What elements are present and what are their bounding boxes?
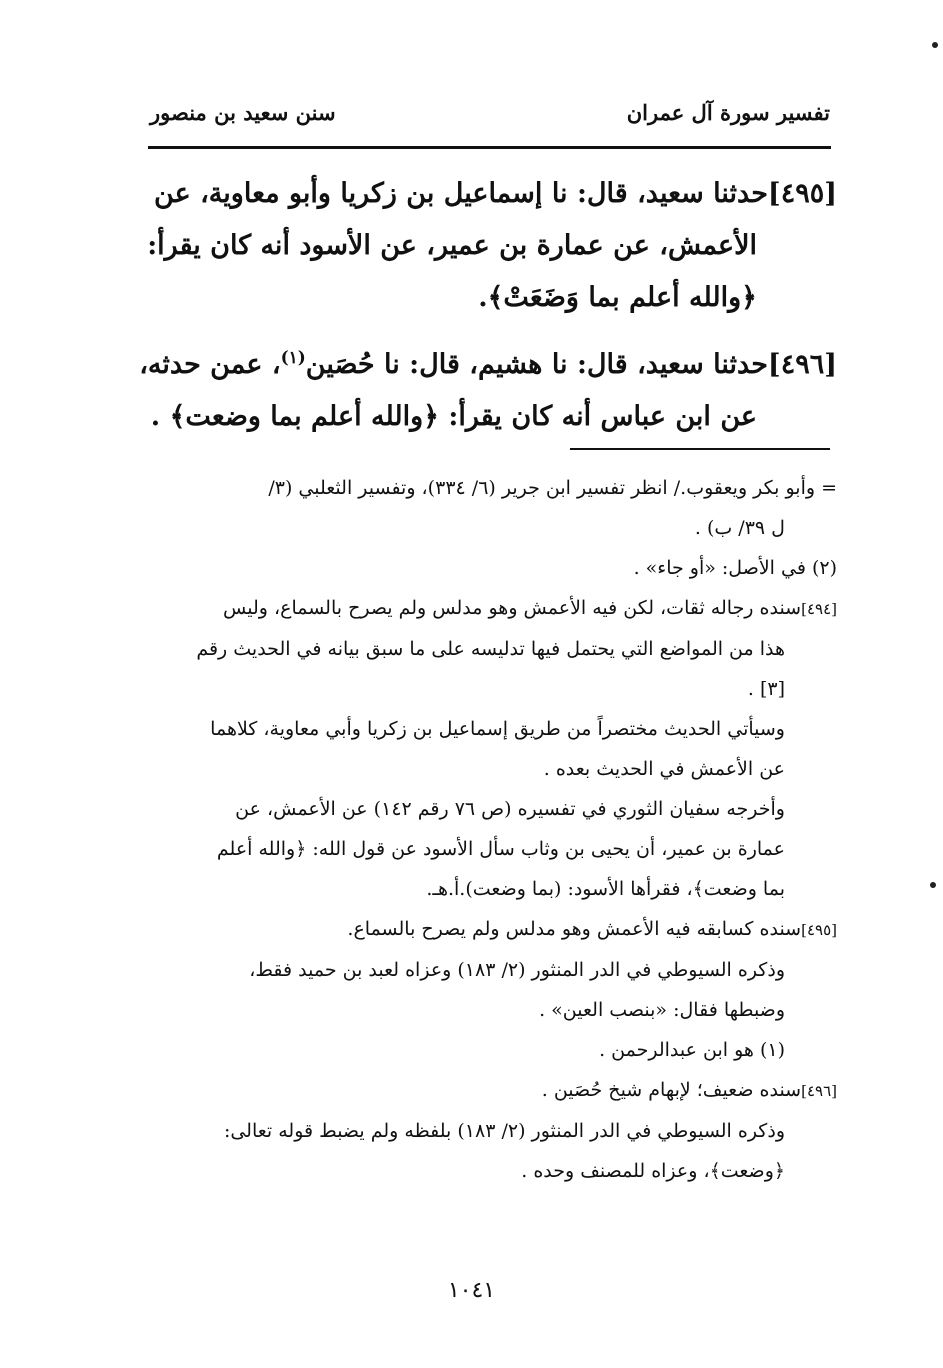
footnote-tag: [٤٩٦]: [801, 1082, 837, 1100]
footnote-line: هذا من المواضع التي يحتمل فيها تدليسه على ما سبق بيانه في الحديث رقم: [196, 638, 785, 660]
main-text: [137, 168, 837, 451]
footnotes: [137, 468, 837, 1191]
footnote-line: وذكره السيوطي في الدر المنثور (٢/ ١٨٣) وعزاه لعبد بن حميد فقط،: [249, 959, 785, 981]
hadith-text: ، عمن حدثه،: [139, 349, 281, 380]
footnote-line: ﴿وضعت﴾، وعزاه للمصنف وحده .: [521, 1160, 785, 1182]
page-number: ١٠٤١: [447, 1278, 496, 1303]
footnote-line: عن الأعمش في الحديث بعده .: [543, 758, 785, 780]
scan-speck: [932, 42, 938, 48]
book-title: سنن سعيد بن منصور: [150, 100, 336, 125]
footnote: [137, 1111, 837, 1191]
hadith-text-cont: عن ابن عباس أنه كان يقرأ: ﴿والله أعلم بما وضعت﴾ .: [150, 401, 757, 432]
footnote-line: [٣] .: [747, 678, 785, 700]
footnote: [137, 789, 837, 909]
hadith-496: [137, 332, 837, 443]
footnote-line: عمارة بن عمير، أن يحيى بن وثاب سأل الأسود عن قول الله: ﴿والله أعلم: [216, 838, 785, 860]
hadith-number: [٤٩٥]: [767, 178, 837, 209]
hadith-text: حدثنا سعيد، قال: نا إسماعيل بن زكريا وأبو معاوية، عن: [154, 178, 768, 209]
footnote-line: ل ٣٩/ ب) .: [694, 517, 785, 539]
running-head: [150, 96, 830, 136]
footnote-line: وأخرجه سفيان الثوري في تفسيره (ص ٧٦ رقم ١٤٢) عن الأعمش، عن: [235, 798, 785, 820]
scan-speck: [930, 882, 936, 888]
header-divider: [148, 146, 831, 149]
footnote: [137, 950, 837, 1030]
footnote-line: = وأبو بكر ويعقوب./ انظر تفسير ابن جرير (٦/ ٣٣٤)، وتفسير الثعلبي (٣/: [268, 477, 837, 499]
surah-title: تفسير سورة آل عمران: [626, 100, 830, 125]
footnote-tag: [٤٩٥]: [801, 921, 837, 939]
footnote-line: سنده كسابقه فيه الأعمش وهو مدلس ولم يصرح بالسماع.: [347, 918, 802, 940]
footnote-tag: [٤٩٤]: [801, 600, 837, 618]
footnote-line: وسيأتي الحديث مختصراً من طريق إسماعيل بن زكريا وأبي معاوية، كلاهما: [210, 718, 785, 740]
footnote: [137, 468, 837, 548]
footnote: [137, 1030, 837, 1070]
footnote: [137, 588, 837, 709]
footnote: [137, 709, 837, 789]
footnote-line: بما وضعت﴾، فقرأها الأسود: (بما وضعت).أ.هـ.: [426, 878, 785, 900]
footnote-divider: [570, 448, 830, 450]
footnote-marker: (١): [280, 348, 306, 368]
footnote-line: (١) هو ابن عبدالرحمن .: [599, 1039, 785, 1061]
footnote-line: وضبطها فقال: «بنصب العين» .: [539, 999, 785, 1021]
footnote: [137, 909, 837, 950]
footnote-line: وذكره السيوطي في الدر المنثور (٢/ ١٨٣) بلفظه ولم يضبط قوله تعالى:: [223, 1120, 785, 1142]
footnote: [137, 548, 837, 588]
hadith-number: [٤٩٦]: [767, 349, 837, 380]
footnote-line: سنده رجاله ثقات، لكن فيه الأعمش وهو مدلس ولم يصرح بالسماع، وليس: [223, 597, 802, 619]
quran-quote: ﴿والله أعلم بما وَضَعَتْ﴾.: [478, 282, 757, 313]
hadith-495: [137, 168, 837, 324]
footnote-line: (٢) في الأصل: «أو جاء» .: [633, 557, 837, 579]
footnote: [137, 1070, 837, 1111]
hadith-text-cont: الأعمش، عن عمارة بن عمير، عن الأسود أنه كان يقرأ:: [147, 230, 757, 261]
hadith-text: حدثنا سعيد، قال: نا هشيم، قال: نا حُصَين: [305, 349, 768, 380]
footnote-line: سنده ضعيف؛ لإبهام شيخ حُصَين .: [541, 1079, 802, 1101]
